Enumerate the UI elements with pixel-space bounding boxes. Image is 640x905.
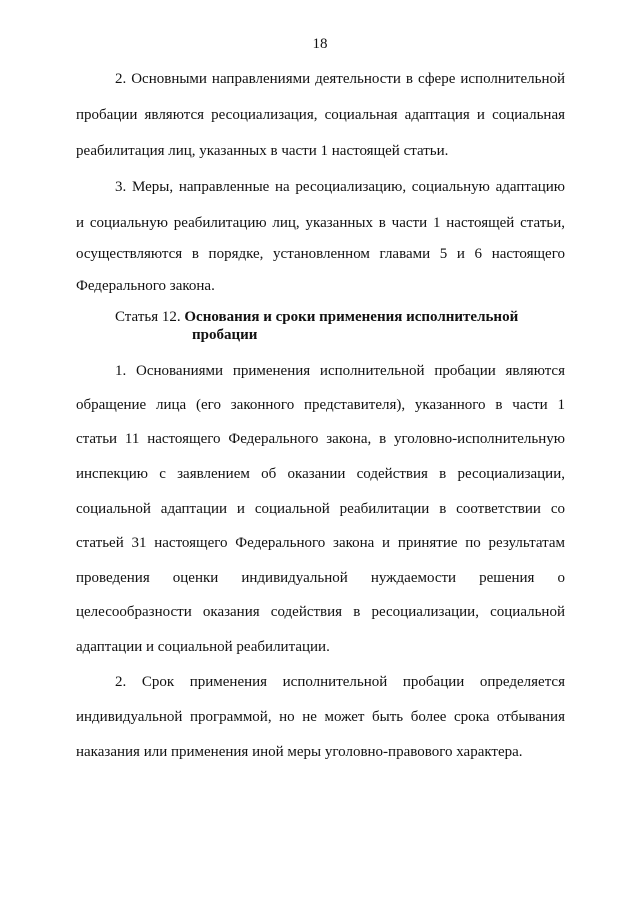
paragraph-3-line-3: осуществляются в порядке, установленном главами 5 и 6 настоящего xyxy=(76,246,565,262)
art12-paragraph-1-line-4: инспекцию с заявлением об оказании содействия в ресоциализации, xyxy=(76,466,565,482)
art12-paragraph-2-line-2: индивидуальной программой, но не может быть более срока отбывания xyxy=(76,709,565,725)
art12-paragraph-2-line-3: наказания или применения иной меры уголовно-правового характера. xyxy=(76,744,523,760)
page-number: 18 xyxy=(312,36,328,52)
paragraph-2-line-3: реабилитация лиц, указанных в части 1 настоящей статьи. xyxy=(76,143,449,159)
article-heading xyxy=(115,308,555,344)
paragraph-2-line-1: 2. Основными направлениями деятельности в сфере исполнительной xyxy=(115,71,565,87)
art12-paragraph-1-line-9: адаптации и социальной реабилитации. xyxy=(76,639,330,655)
art12-paragraph-1-line-7: проведения оценки индивидуальной нуждаемости решения о xyxy=(76,570,565,586)
article-title-line-2: пробации xyxy=(192,327,258,343)
article-title-line-1: Основания и сроки применения исполнительной xyxy=(184,309,519,325)
art12-paragraph-1-line-2: обращение лица (его законного представителя), указанного в части 1 xyxy=(76,397,565,413)
art12-paragraph-1-line-6: статьей 31 настоящего Федерального закона и принятие по результатам xyxy=(76,535,565,551)
art12-paragraph-1-line-8: целесообразности оказания содействия в ресоциализации, социальной xyxy=(76,604,565,620)
paragraph-2-line-2: пробации являются ресоциализация, социальная адаптация и социальная xyxy=(76,107,565,123)
art12-paragraph-1-line-1: 1. Основаниями применения исполнительной пробации являются xyxy=(115,363,565,379)
article-number: Статья 12. xyxy=(115,309,181,325)
art12-paragraph-2-line-1: 2. Срок применения исполнительной пробации определяется xyxy=(115,674,565,690)
paragraph-3-line-1: 3. Меры, направленные на ресоциализацию, социальную адаптацию xyxy=(115,179,565,195)
art12-paragraph-1-line-3: статьи 11 настоящего Федерального закона, в уголовно-исполнительную xyxy=(76,431,565,447)
paragraph-3-line-4: Федерального закона. xyxy=(76,278,215,294)
paragraph-3-line-2: и социальную реабилитацию лиц, указанных в части 1 настоящей статьи, xyxy=(76,215,565,231)
art12-paragraph-1-line-5: социальной адаптации и социальной реабилитации в соответствии со xyxy=(76,501,565,517)
